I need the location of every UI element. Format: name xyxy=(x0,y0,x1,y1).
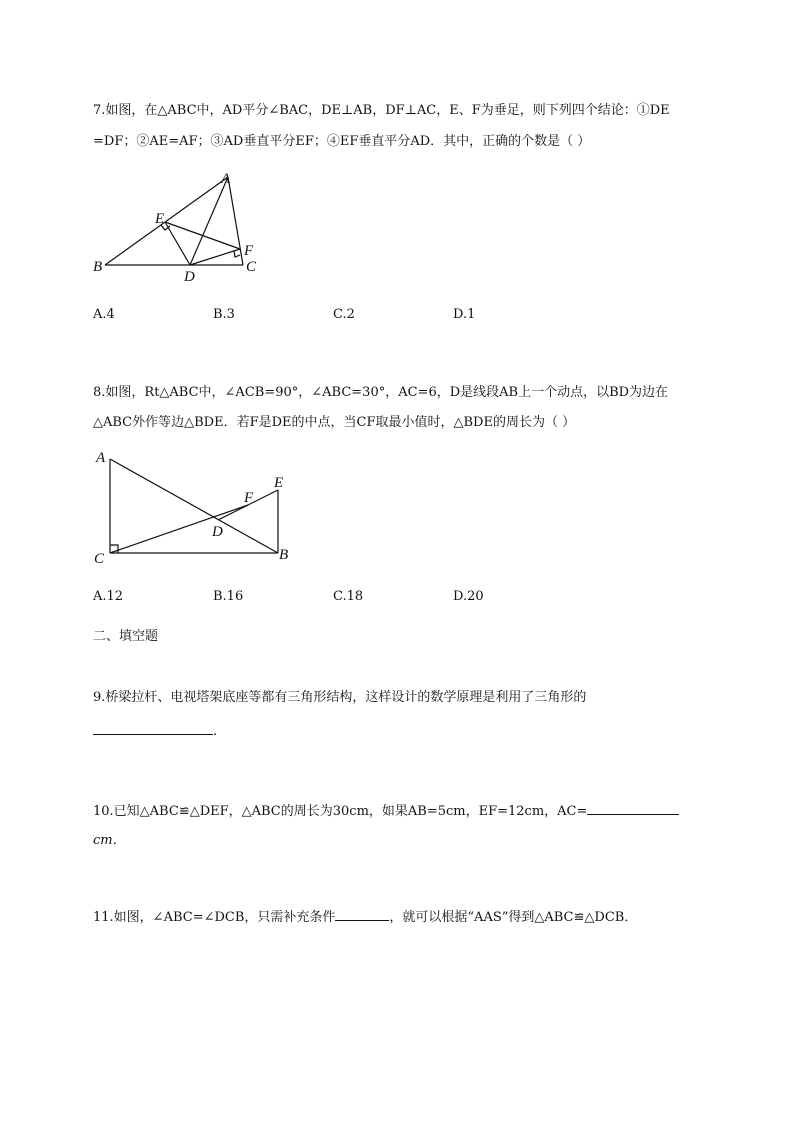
q8-label-D: D xyxy=(212,524,223,540)
q8-text-line2: △ABC外作等边△BDE．若F是DE的中点，当CF取最小值时，△BDE的周长为（ ） xyxy=(93,415,576,430)
q7-text-line1: 7.如图，在△ABC中，AD平分∠BAC，DE⊥AB，DF⊥AC，E、F为垂足，则下列四个结论：①DE xyxy=(93,103,670,118)
q7-label-A: A xyxy=(221,171,231,187)
q8-option-c: C.18 xyxy=(333,589,364,604)
q10-text-before: 10.已知△ABC≌△DEF，△ABC的周长为30cm，如果AB=5cm，EF=12cm，AC= xyxy=(93,804,588,819)
q8-option-d: D.20 xyxy=(453,589,484,604)
q7-option-a: A.4 xyxy=(93,307,115,322)
q7-label-D: D xyxy=(184,269,195,285)
q7-option-d: D.1 xyxy=(453,307,476,322)
q7-option-c: C.2 xyxy=(333,307,355,322)
q10-text-line1 xyxy=(93,801,679,821)
q11-answer-blank xyxy=(335,907,389,921)
q7-figure xyxy=(85,165,275,285)
q9-answer-blank xyxy=(93,721,213,735)
q11-text-before: 11.如图，∠ABC=∠DCB，只需补充条件 xyxy=(93,910,336,925)
q9-text-line1: 9.桥梁拉杆、电视塔架底座等都有三角形结构，这样设计的数学原理是利用了三角形的 xyxy=(93,690,587,705)
q8-figure xyxy=(88,445,303,570)
q7-label-B: B xyxy=(93,259,103,275)
q8-option-b: B.16 xyxy=(213,589,244,604)
q11-text-after: ，就可以根据“AAS”得到△ABC≌△DCB． xyxy=(389,910,638,925)
q10-text-line2: cm． xyxy=(93,833,126,848)
q7-label-F: F xyxy=(244,243,254,259)
q8-label-F: F xyxy=(244,490,254,506)
q7-label-E: E xyxy=(155,211,165,227)
section-title: 二、填空题 xyxy=(93,629,159,644)
q8-label-B: B xyxy=(279,547,289,563)
q10-answer-blank xyxy=(587,801,679,815)
q8-label-A: A xyxy=(96,450,106,466)
q8-text-line1: 8.如图，Rt△ABC中，∠ACB=90°，∠ABC=30°，AC=6，D是线段AB上一个动点，以BD为边在 xyxy=(93,385,669,400)
q8-label-C: C xyxy=(94,551,105,567)
q7-option-b: B.3 xyxy=(213,307,235,322)
q11-text xyxy=(93,907,637,927)
q9-period: . xyxy=(213,724,218,739)
q9-text-line2 xyxy=(93,721,217,741)
q7-label-C: C xyxy=(246,259,257,275)
q8-option-a: A.12 xyxy=(93,589,124,604)
q8-label-E: E xyxy=(274,475,284,491)
q7-text-line2: =DF；②AE=AF；③AD垂直平分EF；④EF垂直平分AD．其中，正确的个数是（ ） xyxy=(93,134,591,149)
